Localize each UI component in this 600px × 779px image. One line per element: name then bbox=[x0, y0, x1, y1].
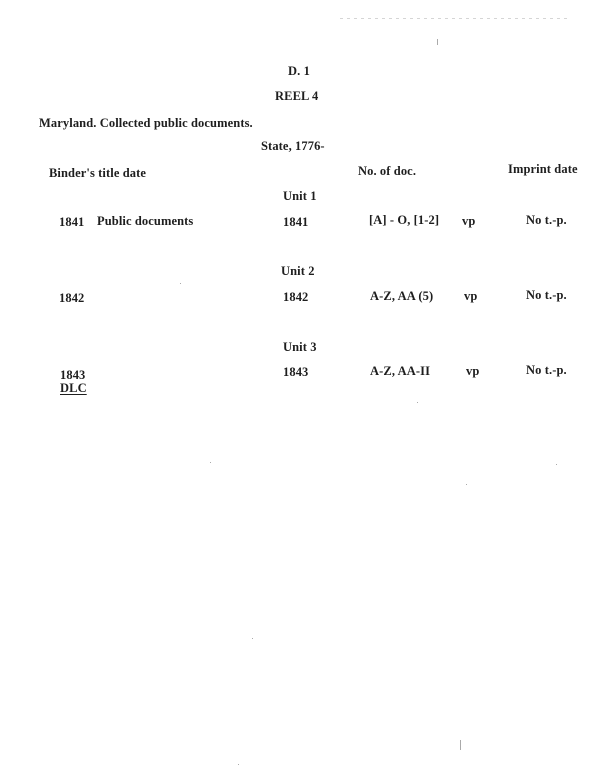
unit-binder-title: Public documents bbox=[97, 214, 194, 228]
scan-speck bbox=[466, 484, 467, 485]
unit-year: 1843 bbox=[60, 368, 86, 382]
unit-date: 1842 bbox=[283, 290, 309, 304]
scan-speck bbox=[417, 402, 418, 403]
unit-doc-range: [A] - O, [1-2] bbox=[369, 213, 440, 227]
scan-speck bbox=[437, 39, 438, 45]
column-header-no-of-doc: No. of doc. bbox=[358, 164, 417, 178]
column-header-imprint-date: Imprint date bbox=[508, 162, 578, 176]
scan-speck bbox=[252, 638, 253, 639]
unit-doc-range: A-Z, AA (5) bbox=[370, 289, 434, 303]
document-code: D. 1 bbox=[288, 64, 310, 78]
unit-label: Unit 3 bbox=[283, 340, 317, 354]
scan-speck bbox=[238, 764, 239, 765]
unit-vp: vp bbox=[462, 214, 476, 228]
location-code: DLC bbox=[60, 381, 87, 395]
unit-label: Unit 1 bbox=[283, 189, 317, 203]
unit-doc-range: A-Z, AA-II bbox=[370, 364, 431, 378]
unit-date: 1841 bbox=[283, 215, 309, 229]
unit-vp: vp bbox=[464, 289, 478, 303]
collection-title: Maryland. Collected public documents. bbox=[39, 116, 253, 130]
scan-speck bbox=[180, 283, 181, 284]
unit-imprint-date: No t.-p. bbox=[526, 363, 567, 377]
collection-subtitle: State, 1776- bbox=[261, 139, 325, 153]
scan-speck bbox=[460, 740, 461, 750]
unit-year: 1842 bbox=[59, 291, 85, 305]
scan-speck bbox=[210, 462, 211, 463]
scan-speck bbox=[556, 464, 557, 465]
unit-imprint-date: No t.-p. bbox=[526, 288, 567, 302]
unit-vp: vp bbox=[466, 364, 480, 378]
reel-number: REEL 4 bbox=[275, 89, 319, 103]
column-header-binder-title-date: Binder's title date bbox=[49, 166, 147, 180]
scan-artifact-top bbox=[340, 18, 570, 19]
unit-label: Unit 2 bbox=[281, 264, 315, 278]
unit-year: 1841 bbox=[59, 215, 85, 229]
unit-date: 1843 bbox=[283, 365, 309, 379]
unit-imprint-date: No t.-p. bbox=[526, 213, 567, 227]
